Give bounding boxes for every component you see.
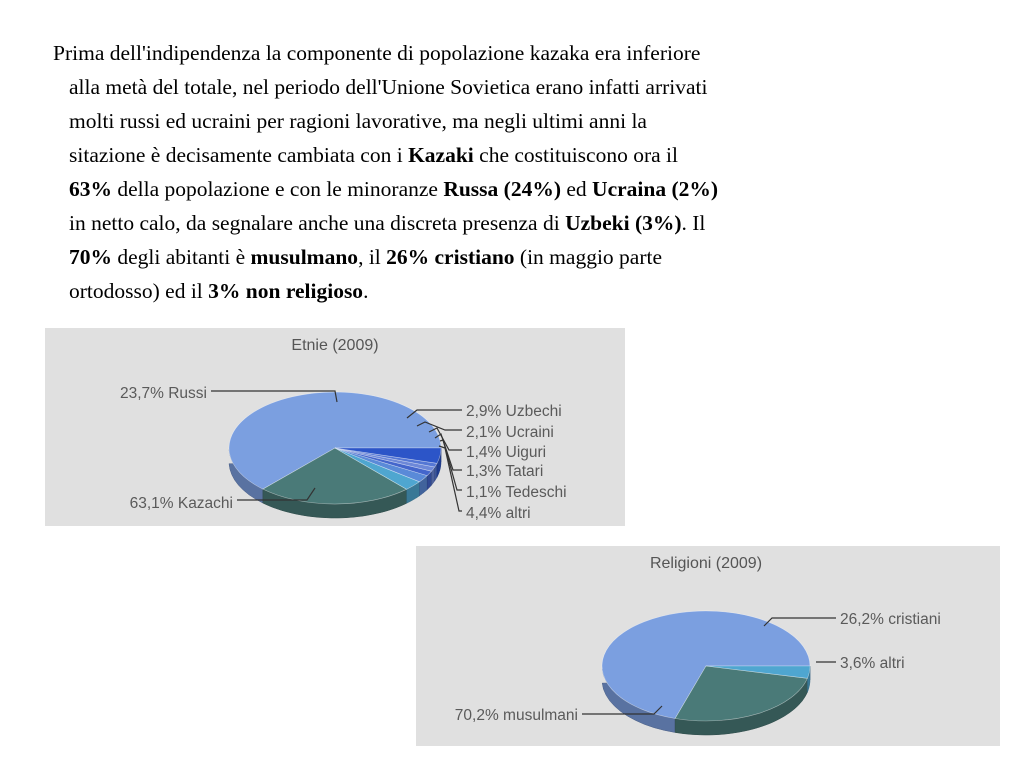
bold-text: Uzbeki (3%) — [565, 211, 682, 235]
slice-label-kazachi: 63,1% Kazachi — [129, 495, 233, 512]
paragraph-line — [53, 36, 953, 70]
intro-paragraph — [53, 36, 953, 308]
paragraph-line — [53, 70, 953, 104]
slice-label-altri: 3,6% altri — [840, 655, 905, 672]
chart-title: Etnie (2009) — [291, 337, 379, 354]
ethnic-pie-chart — [45, 328, 625, 526]
paragraph-line — [53, 206, 953, 240]
slice-label-altri: 4,4% altri — [466, 505, 531, 522]
paragraph-line — [53, 240, 953, 274]
bold-text: musulmano — [250, 245, 359, 269]
paragraph-line — [53, 172, 953, 206]
text-segment: . — [363, 279, 369, 303]
slice-label-musulmani: 70,2% musulmani — [454, 707, 578, 724]
text-segment: che costituiscono ora il — [473, 143, 678, 167]
ethnic-chart-panel — [45, 328, 625, 526]
bold-text: 3% non religioso — [208, 279, 364, 303]
text-segment: ortodosso) ed il — [69, 279, 209, 303]
leader-line-altri — [439, 446, 462, 511]
bold-text: Russa (24%) — [443, 177, 561, 201]
chart-title: Religioni (2009) — [649, 555, 763, 572]
religion-chart-panel — [416, 546, 1000, 746]
text-segment: ed — [561, 177, 593, 201]
text-segment: , il — [358, 245, 387, 269]
text-segment: della popolazione e con le minoranze — [112, 177, 444, 201]
paragraph-line — [53, 274, 953, 308]
bold-text: 26% cristiano — [386, 245, 515, 269]
slice-label-tedeschi: 1,1% Tedeschi — [466, 484, 567, 501]
bold-text: 63% — [69, 177, 112, 201]
bold-text: 70% — [69, 245, 112, 269]
bold-text: Ucraina (2%) — [592, 177, 719, 201]
text-segment: sitazione è decisamente cambiata con i — [69, 143, 409, 167]
text-segment: alla metà del totale, nel periodo dell'Unione Sovietica erano infatti arrivati — [69, 75, 708, 99]
slice-label-tatari: 1,3% Tatari — [466, 463, 544, 480]
slice-label-uiguri: 1,4% Uiguri — [466, 444, 547, 461]
slice-label-ucraini: 2,1% Ucraini — [466, 424, 554, 441]
text-segment: (in maggio parte — [514, 245, 663, 269]
religion-pie-chart — [416, 546, 1000, 746]
slice-label-russi: 23,7% Russi — [119, 385, 207, 402]
text-segment: degli abitanti è — [112, 245, 251, 269]
text-segment: . Il — [681, 211, 706, 235]
text-segment: molti russi ed ucraini per ragioni lavorative, ma negli ultimi anni la — [69, 109, 647, 133]
slice-label-cristiani: 26,2% cristiani — [840, 611, 941, 628]
paragraph-line — [53, 104, 953, 138]
slice-label-uzbechi: 2,9% Uzbechi — [466, 403, 562, 420]
text-segment: in netto calo, da segnalare anche una discreta presenza di — [69, 211, 566, 235]
paragraph-line — [53, 138, 953, 172]
text-segment: Prima dell'indipendenza la componente di popolazione kazaka era inferiore — [53, 41, 701, 65]
bold-text: Kazaki — [408, 143, 474, 167]
